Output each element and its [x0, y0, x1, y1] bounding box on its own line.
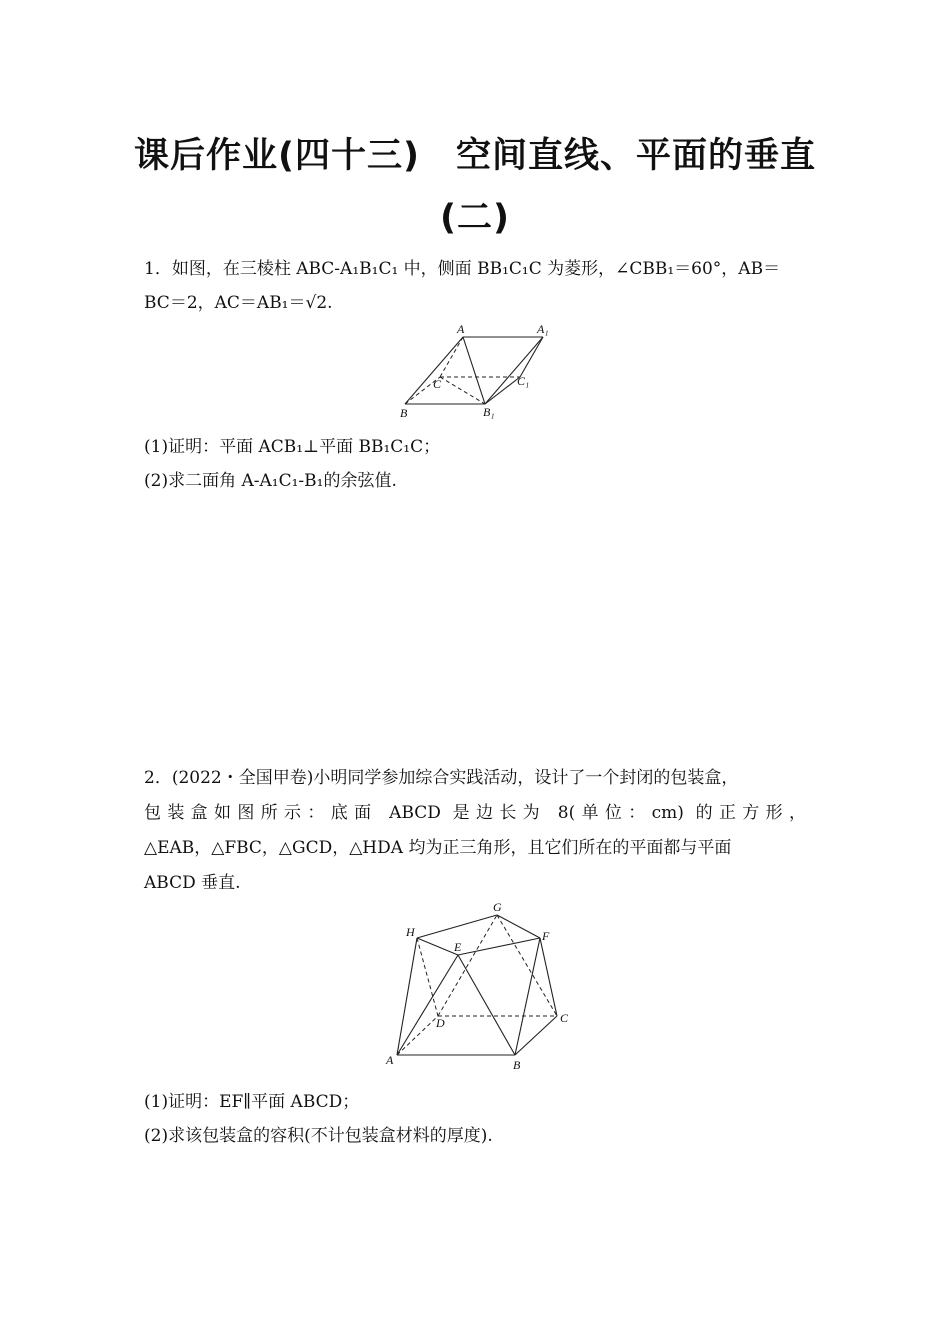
page-title: 课后作业(四十三) 空间直线、平面的垂直: [134, 136, 816, 176]
q2-part2: (2)求该包装盒的容积(不计包装盒材料的厚度).: [144, 1126, 493, 1146]
label-c: C: [433, 377, 442, 391]
q2-stem-line3: △EAB，△FBC，△GCD，△HDA 均为正三角形，且它们所在的平面都与平面: [144, 838, 732, 858]
page-title-continued: (二): [440, 198, 510, 238]
q1-part1: (1)证明：平面 ACB₁⊥平面 BB₁C₁C；: [144, 437, 441, 457]
q1-stem-line2: BC＝2，AC＝AB₁＝√2.: [144, 293, 333, 313]
q2-stem-line2: 包装盒如图所示：底面 ABCD 是边长为 8(单位：cm) 的正方形，: [144, 803, 806, 823]
label-a: A: [386, 1053, 394, 1067]
label-c1: C₁: [517, 374, 530, 388]
label-g: G: [493, 900, 502, 914]
label-h: H: [406, 925, 415, 939]
label-b: B: [400, 406, 408, 420]
label-b: B: [513, 1058, 521, 1072]
q2-part1: (1)证明：EF∥平面 ABCD；: [144, 1092, 360, 1112]
q1-stem-line1: 1．如图，在三棱柱 ABC-A₁B₁C₁ 中，侧面 BB₁C₁C 为菱形，∠CBB₁＝60°，AB＝: [144, 259, 781, 279]
q1-part2: (2)求二面角 A-A₁C₁-B₁的余弦值.: [144, 471, 397, 491]
q2-stem-line4: ABCD 垂直.: [144, 873, 241, 893]
label-a1: A₁: [537, 322, 549, 336]
q1-prism-figure: [395, 320, 565, 420]
label-f: F: [542, 929, 550, 943]
label-e: E: [454, 940, 462, 954]
label-c: C: [560, 1011, 569, 1025]
label-b1: B₁: [483, 405, 495, 419]
q2-stem-line1: 2．(2022・全国甲卷)小明同学参加综合实践活动，设计了一个封闭的包装盒，: [144, 768, 739, 788]
label-d: D: [436, 1016, 445, 1030]
label-a: A: [457, 322, 465, 336]
q2-packaging-box-figure: [380, 898, 580, 1073]
